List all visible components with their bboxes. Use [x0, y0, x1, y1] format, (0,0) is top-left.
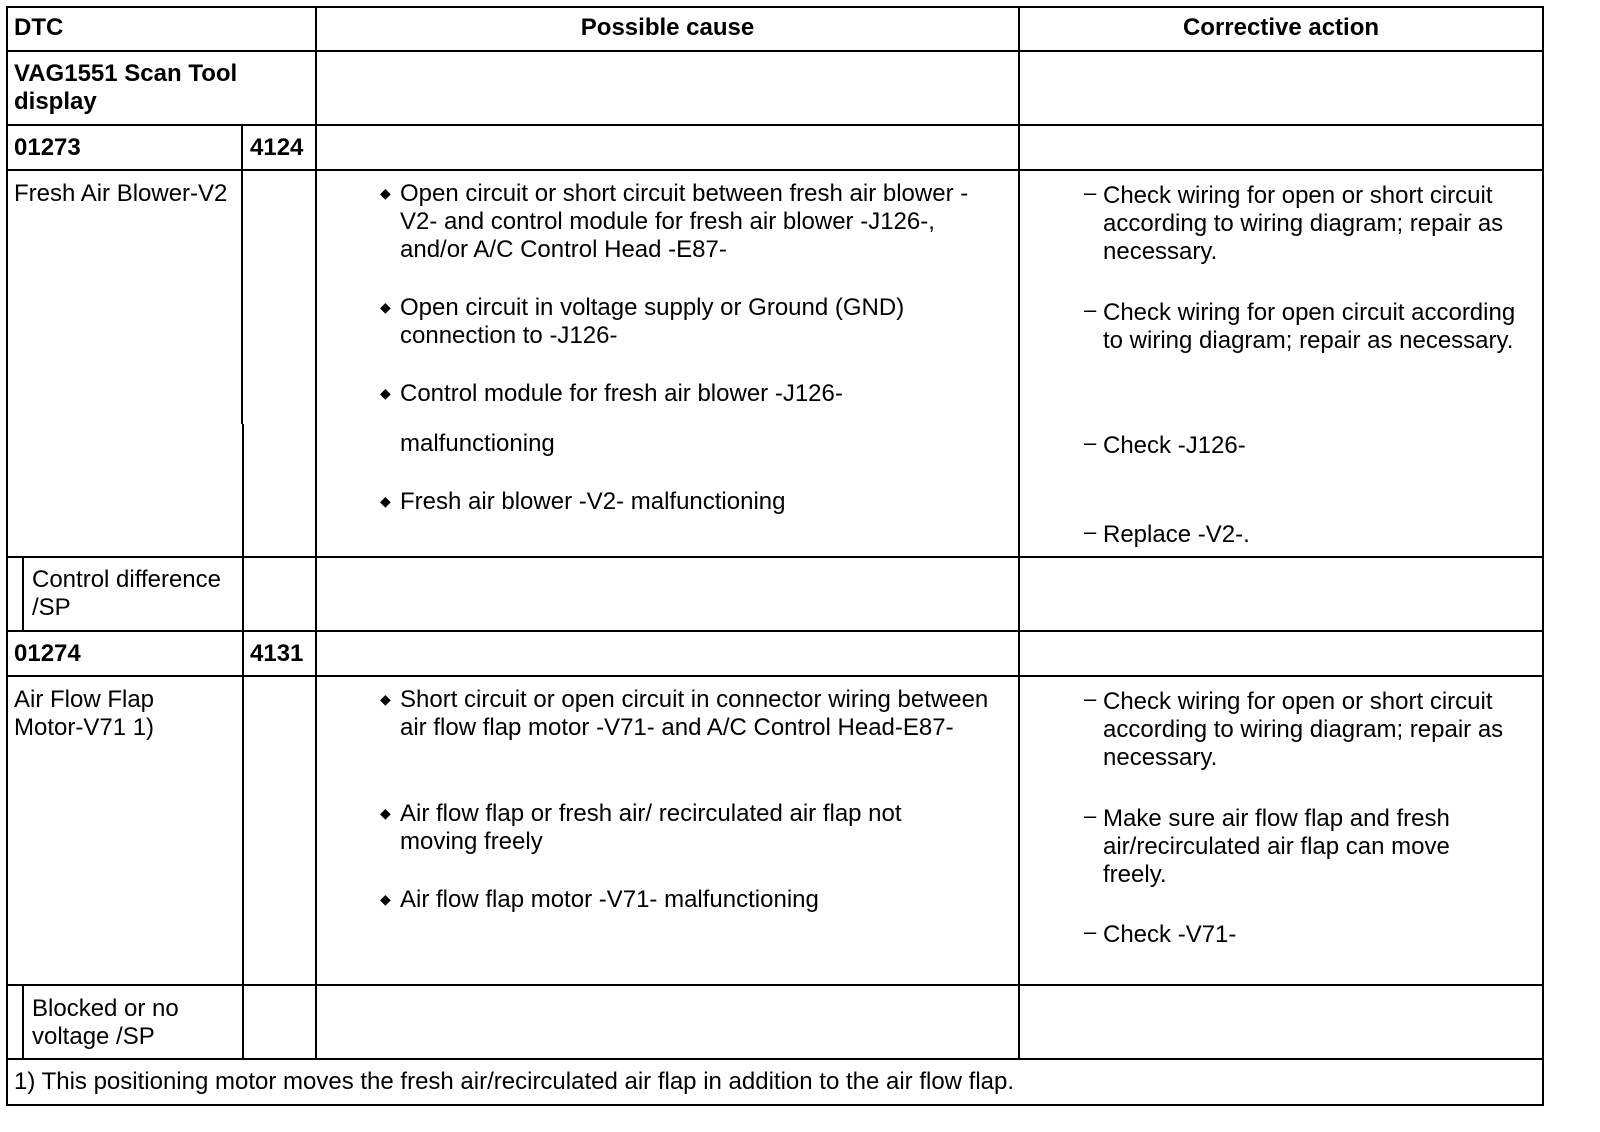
dash-icon: – [1084, 519, 1097, 544]
bullet-icon: ◆ [380, 805, 391, 821]
rule-control-diff [6, 630, 1544, 632]
header-possible-cause: Possible cause [580, 14, 755, 41]
action-item: Check -V71- [1103, 921, 1237, 948]
action-item: Make sure air flow flap and fresh air/recirculated air flap can move freely. [1103, 805, 1450, 888]
col-rule-2 [1018, 6, 1020, 1060]
header-corrective-action: Corrective action [1182, 14, 1380, 41]
action-item: Check wiring for open or short circuit according to wiring diagram; repair as necessary. [1103, 688, 1504, 771]
sub-label: Control difference /SP [32, 566, 221, 621]
rule-01273 [6, 169, 1544, 171]
num-rule-a [241, 124, 243, 424]
dtc-code: 01273 [14, 134, 81, 161]
cause-item: Open circuit or short circuit between fresh air blower -V2- and control module for fresh air blower -J126-, and/or A/C Control Head -E87- [400, 180, 969, 263]
border-top [6, 6, 1544, 8]
bullet-icon: ◆ [380, 493, 391, 509]
cause-item: Control module for fresh air blower -J126- [400, 380, 843, 407]
action-item: Replace -V2-. [1103, 521, 1250, 548]
dash-icon: – [1084, 430, 1097, 455]
dtc-number: 4124 [250, 134, 304, 161]
action-item: Check -J126- [1103, 432, 1246, 459]
footnote: 1) This positioning motor moves the fresh air/recirculated air flap in addition to the air flow flap. [14, 1068, 1015, 1095]
cause-item: Air flow flap motor -V71- malfunctioning [400, 886, 819, 913]
num-rule-b [242, 424, 244, 630]
rule-fresh-air [6, 556, 1544, 558]
dash-icon: – [1084, 180, 1097, 205]
cause-item-continuation: malfunctioning [400, 430, 555, 457]
rule-air-flow [6, 984, 1544, 986]
cause-item: Short circuit or open circuit in connector wiring between air flow flap motor -V71- and A/C Control Head-E87- [400, 686, 989, 741]
indent-rule-1 [22, 556, 24, 632]
scan-tool-label: VAG1551 Scan Tool display [14, 60, 238, 115]
col-rule-1 [315, 6, 317, 1060]
bullet-icon: ◆ [380, 891, 391, 907]
bullet-icon: ◆ [380, 185, 391, 201]
rule-blocked [6, 1058, 1544, 1060]
dash-icon: – [1084, 803, 1097, 828]
indent-rule-2 [22, 984, 24, 1060]
bullet-icon: ◆ [380, 299, 391, 315]
cause-item: Fresh air blower -V2- malfunctioning [400, 488, 786, 515]
border-bottom [6, 1104, 1544, 1106]
header-dtc: DTC [14, 14, 64, 41]
bullet-icon: ◆ [380, 385, 391, 401]
num-rule-c [242, 630, 244, 1060]
sub-label: Blocked or no voltage /SP [32, 995, 179, 1050]
component-name: Fresh Air Blower-V2 [14, 180, 228, 207]
action-item: Check wiring for open or short circuit according to wiring diagram; repair as necessary. [1103, 182, 1504, 265]
dtc-number: 4131 [250, 640, 304, 667]
cause-item: Open circuit in voltage supply or Ground (GND) connection to -J126- [400, 294, 905, 349]
dash-icon: – [1084, 686, 1097, 711]
dtc-code: 01274 [14, 640, 81, 667]
component-name: Air Flow Flap Motor-V71 1) [14, 686, 155, 741]
dash-icon: – [1084, 297, 1097, 322]
action-item: Check wiring for open circuit according to wiring diagram; repair as necessary. [1103, 299, 1516, 354]
rule-01274 [6, 675, 1544, 677]
rule-header [6, 50, 1544, 52]
bullet-icon: ◆ [380, 691, 391, 707]
rule-scan [6, 124, 1544, 126]
cause-item: Air flow flap or fresh air/ recirculated air flap not moving freely [400, 800, 902, 855]
dash-icon: – [1084, 919, 1097, 944]
